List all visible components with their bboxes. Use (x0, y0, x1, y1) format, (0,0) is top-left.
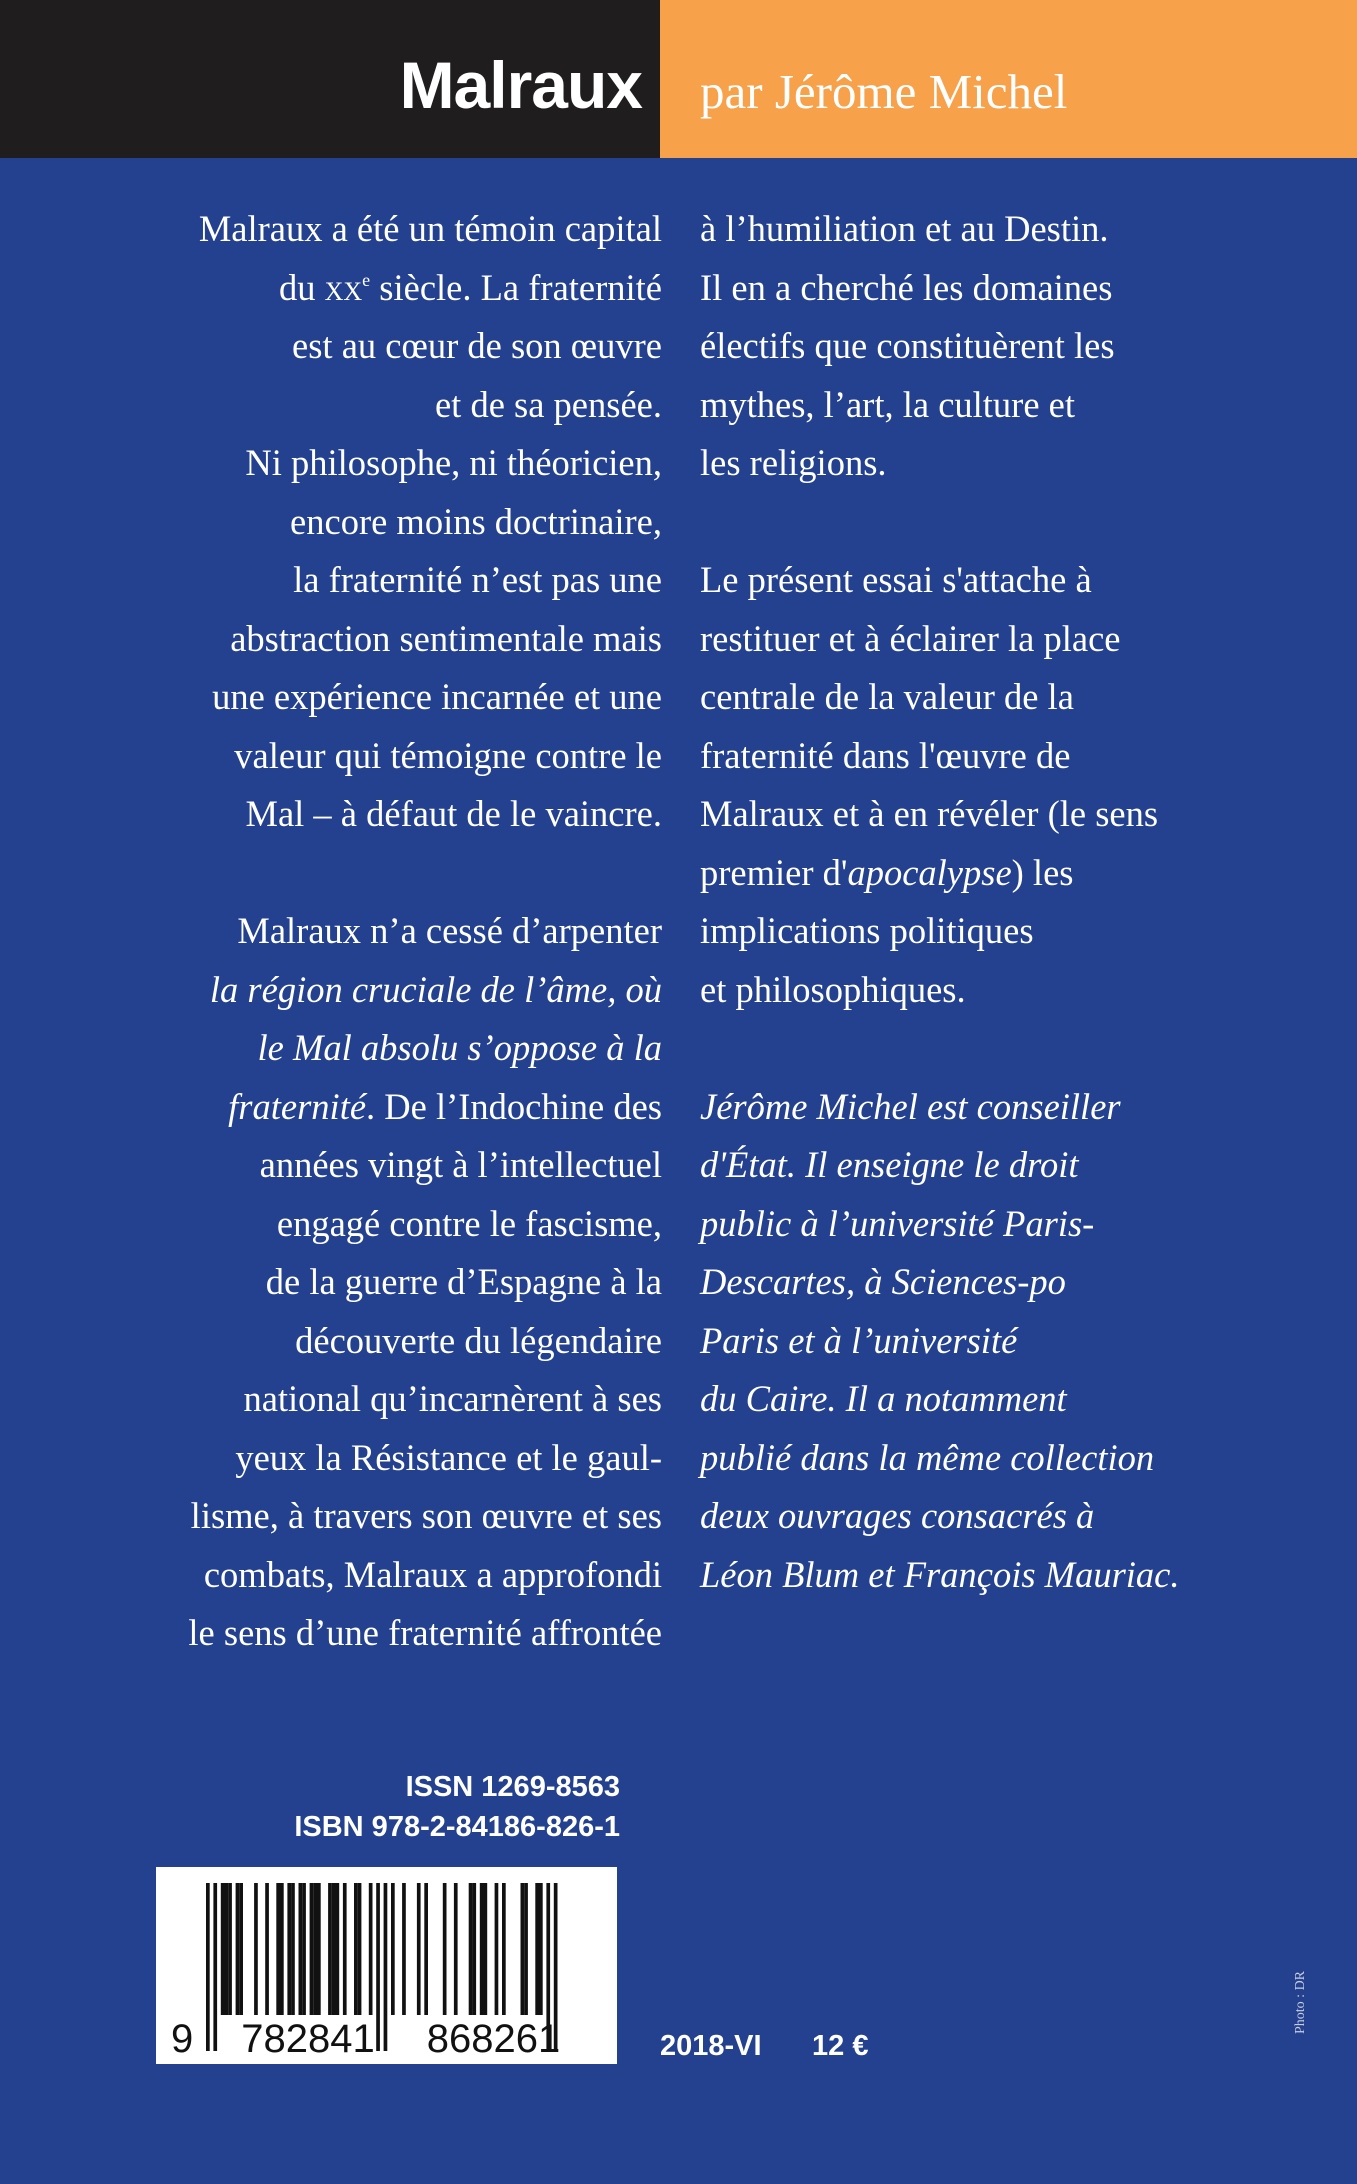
text-line: Malraux et à en révéler (le sens (700, 793, 1159, 834)
barcode-bar (265, 1883, 269, 2015)
text-line (700, 852, 1073, 893)
barcode-bar (291, 1883, 295, 2015)
left-paragraph-2 (110, 902, 662, 1663)
text-line: mythes, l’art, la culture et (700, 383, 1075, 425)
text-line: Ni philosophe, ni théoricien, (245, 442, 662, 483)
edition-number: 2018-VI (660, 2030, 762, 2062)
barcode-bar (302, 1883, 306, 2015)
bio-line: Paris et à l’université (700, 1319, 1018, 1361)
text-line: Mal – à défaut de le vaincre. (245, 793, 662, 834)
text-line: électifs que constituèrent les (700, 325, 1115, 366)
barcode-bar (539, 1883, 543, 2015)
barcode-bar (535, 1883, 539, 2015)
author-bio (700, 1078, 1260, 1605)
italic-word: apocalypse (847, 851, 1012, 893)
italic-quote-line: la région cruciale de l’âme, où (209, 968, 662, 1010)
bio-line: d'État. Il enseigne le droit (700, 1144, 1079, 1185)
barcode-bar (276, 1883, 280, 2015)
text-line: découverte du légendaire (295, 1319, 662, 1361)
bio-line: deux ouvrages consacrés à (700, 1495, 1095, 1536)
right-paragraph-2 (700, 551, 1260, 1019)
barcode-bar (225, 1883, 229, 2015)
bio-line: public à l’université Paris- (700, 1202, 1095, 1244)
barcode-bar (524, 1883, 528, 2015)
bio-line: du Caire. Il a notamment (700, 1378, 1067, 1419)
barcode-bar (354, 1883, 358, 2015)
barcode-bar (313, 1883, 317, 2015)
barcode-bar (332, 1883, 336, 2015)
header-left-band (0, 0, 660, 158)
barcode (156, 1867, 617, 2064)
text-line: à l’humiliation et au Destin. (700, 208, 1109, 249)
price: 12 € (812, 2030, 869, 2062)
text-line: Le présent essai s'attache à (700, 559, 1092, 600)
barcode-bar (280, 1883, 284, 2015)
text-fragment: ) les (1011, 851, 1074, 893)
text-line: restituer et à éclairer la place (700, 617, 1121, 659)
barcode-bar (469, 1883, 473, 2015)
text-line: abstraction sentimentale mais (230, 617, 662, 659)
left-column (110, 200, 662, 1663)
right-column (700, 200, 1260, 1604)
text-line: années vingt à l’intellectuel (259, 1144, 662, 1185)
text-line: est au cœur de son œuvre (292, 325, 662, 366)
barcode-bar (402, 1883, 406, 2015)
barcode-bar (343, 1883, 347, 2015)
barcode-guard-bar (213, 1883, 217, 2051)
book-title: Malraux (399, 48, 642, 122)
barcode-bar (221, 1883, 225, 2015)
text-line: centrale de la valeur de la (700, 676, 1074, 717)
text-line: la fraternité n’est pas une (293, 559, 662, 600)
text-line: yeux la Résistance et le gaul- (235, 1436, 662, 1478)
barcode-bar (328, 1883, 332, 2015)
text-line: fraternité dans l'œuvre de (700, 734, 1071, 776)
text-line: Malraux n’a cessé d’arpenter (237, 910, 662, 951)
text-line: implications politiques (700, 910, 1034, 951)
text-line: Il en a cherché les domaines (700, 266, 1113, 308)
barcode-bar (502, 1883, 506, 2015)
barcode-bar (424, 1883, 428, 2015)
text-line: lisme, à travers son œuvre et ses (190, 1495, 662, 1536)
text-line: et philosophiques. (700, 968, 966, 1010)
barcode-bar (443, 1883, 447, 2015)
barcode-bar (228, 1883, 232, 2015)
left-paragraph-1 (110, 200, 662, 844)
barcode-digits-group-1: 782841 (241, 2017, 375, 2061)
barcode-bar (484, 1883, 488, 2015)
text-line (228, 1086, 662, 1127)
bio-line: publié dans la même collection (700, 1436, 1155, 1478)
barcode-bar (310, 1883, 314, 2015)
text-line: encore moins doctrinaire, (290, 500, 662, 542)
text-line: du $xx^e$ siècle. La fraternité (278, 266, 662, 308)
barcode-bar (417, 1883, 421, 2015)
text-line: national qu’incarnèrent à ses (243, 1378, 662, 1419)
photo-credit: Photo : DR (1293, 1970, 1308, 2034)
text-line: le sens d’une fraternité affrontée (188, 1612, 662, 1653)
barcode-bar (287, 1883, 291, 2015)
barcode-bar (336, 1883, 340, 2015)
issn-code: ISSN 1269-8563 (405, 1771, 620, 1803)
text-line: combats, Malraux a approfondi (203, 1553, 662, 1595)
barcode-bar (236, 1883, 240, 2015)
text-fragment: premier d' (700, 851, 848, 893)
italic-quote-line: le Mal absolu s’oppose à la (257, 1027, 662, 1068)
barcode-bar (317, 1883, 321, 2015)
barcode-guard-bar (206, 1883, 210, 2051)
text-line: de la guerre d’Espagne à la (265, 1261, 662, 1302)
bio-line: Jérôme Michel est conseiller (700, 1085, 1121, 1127)
right-paragraph-1 (700, 200, 1260, 493)
text-line: valeur qui témoigne contre le (234, 734, 662, 776)
barcode-bar (254, 1883, 258, 2015)
header-right-band (660, 0, 1357, 158)
barcode-bar (391, 1883, 395, 2015)
barcode-bar (239, 1883, 243, 2015)
barcode-digits-group-2: 868261 (426, 2017, 561, 2061)
text-fragment: . De l’Indochine des (366, 1085, 662, 1127)
barcode-bar (521, 1883, 525, 2015)
bio-line: Descartes, à Sciences-po (700, 1261, 1066, 1302)
text-line: et de sa pensée. (434, 383, 662, 425)
barcode-bar (472, 1883, 476, 2015)
barcode-bar (299, 1883, 303, 2015)
text-line: les religions. (700, 442, 887, 483)
bio-line: Léon Blum et François Mauriac. (700, 1553, 1180, 1595)
text-line: une expérience incarnée et une (212, 676, 662, 717)
text-line: Malraux a été un témoin capital (198, 208, 662, 249)
book-author: par Jérôme Michel (700, 64, 1068, 119)
barcode-bar (454, 1883, 458, 2015)
text-line: engagé contre le fascisme, (276, 1202, 662, 1244)
barcode-bar (369, 1883, 373, 2015)
barcode-digit-lead: 9 (171, 2017, 194, 2061)
barcode-bar (495, 1883, 499, 2015)
italic-quote-word: fraternité (228, 1085, 367, 1127)
barcode-bar (358, 1883, 362, 2015)
barcode-bar (480, 1883, 484, 2015)
isbn-code: ISBN 978-2-84186-826-1 (294, 1811, 620, 1843)
